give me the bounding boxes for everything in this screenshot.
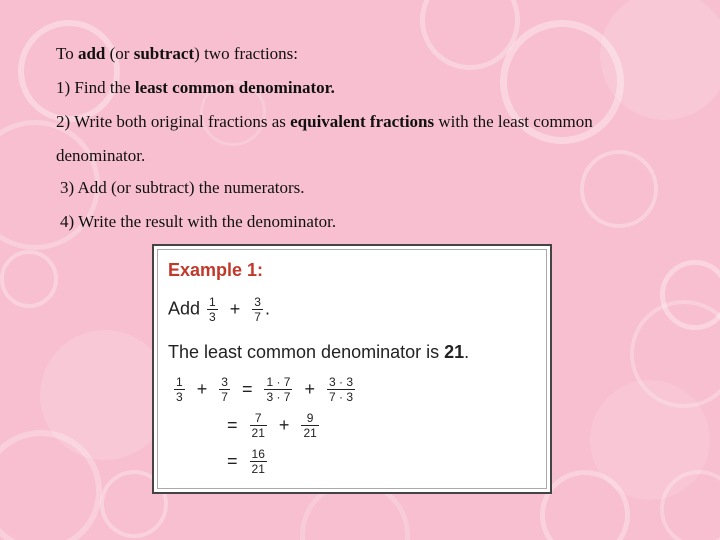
step-1-text: 1) Find the [56,78,135,97]
fraction-1-3 [207,296,218,323]
intro-text-2: (or [105,44,134,63]
step-2 [56,112,593,132]
intro-text: To [56,44,78,63]
fraction-3-7 [219,376,230,403]
step-1-bold: least common denominator. [134,78,335,97]
fraction-numerator: 16 [251,447,265,461]
fraction-1-3 [174,376,185,403]
plus-sign: + [196,379,208,399]
intro-text-3: ) two fractions: [194,44,299,63]
fraction-denominator: 3 [176,390,183,404]
step-2-continued: denominator. [56,146,146,165]
equals-sign: = [227,451,238,471]
fraction-numerator: 1 [209,295,216,309]
fraction-16-21 [250,448,267,475]
plus-sign: + [229,299,241,319]
lcd-statement [168,342,469,363]
example-title: Example 1: [168,260,264,280]
equals-sign: = [227,415,238,435]
fraction-denominator: 21 [251,462,265,476]
step-2-text-2: with the least common [434,112,593,131]
intro-line [56,44,298,64]
equals-sign: = [241,379,253,399]
prompt-period: . [264,298,270,319]
fraction-9-21 [301,412,318,439]
work-line-1 [172,376,357,403]
work-line-2 [222,412,321,439]
fraction-numerator: 3 [254,295,261,309]
fraction-denominator: 7 · 3 [329,390,354,404]
fraction-numerator: 7 [254,411,262,425]
fraction-denominator: 21 [251,426,265,440]
fraction-numerator: 1 · 7 [266,375,291,389]
lcd-text: The least common denominator is [168,342,445,362]
lcd-value: 21 [444,342,465,362]
fraction-3-7 [252,296,263,323]
step-1 [56,78,335,98]
fraction-7-21 [250,412,267,439]
fraction-denominator: 21 [303,426,317,440]
fraction-denominator: 3 · 7 [266,390,291,404]
step-2-text: 2) Write both original fractions as [56,112,291,131]
add-word: Add [168,298,201,319]
intro-subtract: subtract [133,44,195,63]
lcd-period: . [464,342,470,362]
example-card-inner-border [157,249,547,489]
fraction-numerator: 1 [176,375,183,389]
fraction-numerator: 3 · 3 [329,375,354,389]
example-card [152,244,552,494]
plus-sign: + [278,415,290,435]
fraction-denominator: 7 [221,390,228,404]
step-4: 4) Write the result with the denominator. [60,212,337,231]
fraction-denominator: 7 [254,310,261,324]
fraction-numerator: 9 [306,411,314,425]
plus-sign: + [304,379,316,399]
step-2-bold: equivalent fractions [290,112,435,131]
work-line-3 [222,448,269,475]
step-3: 3) Add (or subtract) the numerators. [60,178,305,197]
expanded-fraction-2 [327,376,355,403]
fraction-denominator: 3 [209,310,216,324]
expanded-fraction-1 [264,376,292,403]
example-prompt [168,296,270,323]
intro-add: add [77,44,106,63]
fraction-numerator: 3 [221,375,228,389]
